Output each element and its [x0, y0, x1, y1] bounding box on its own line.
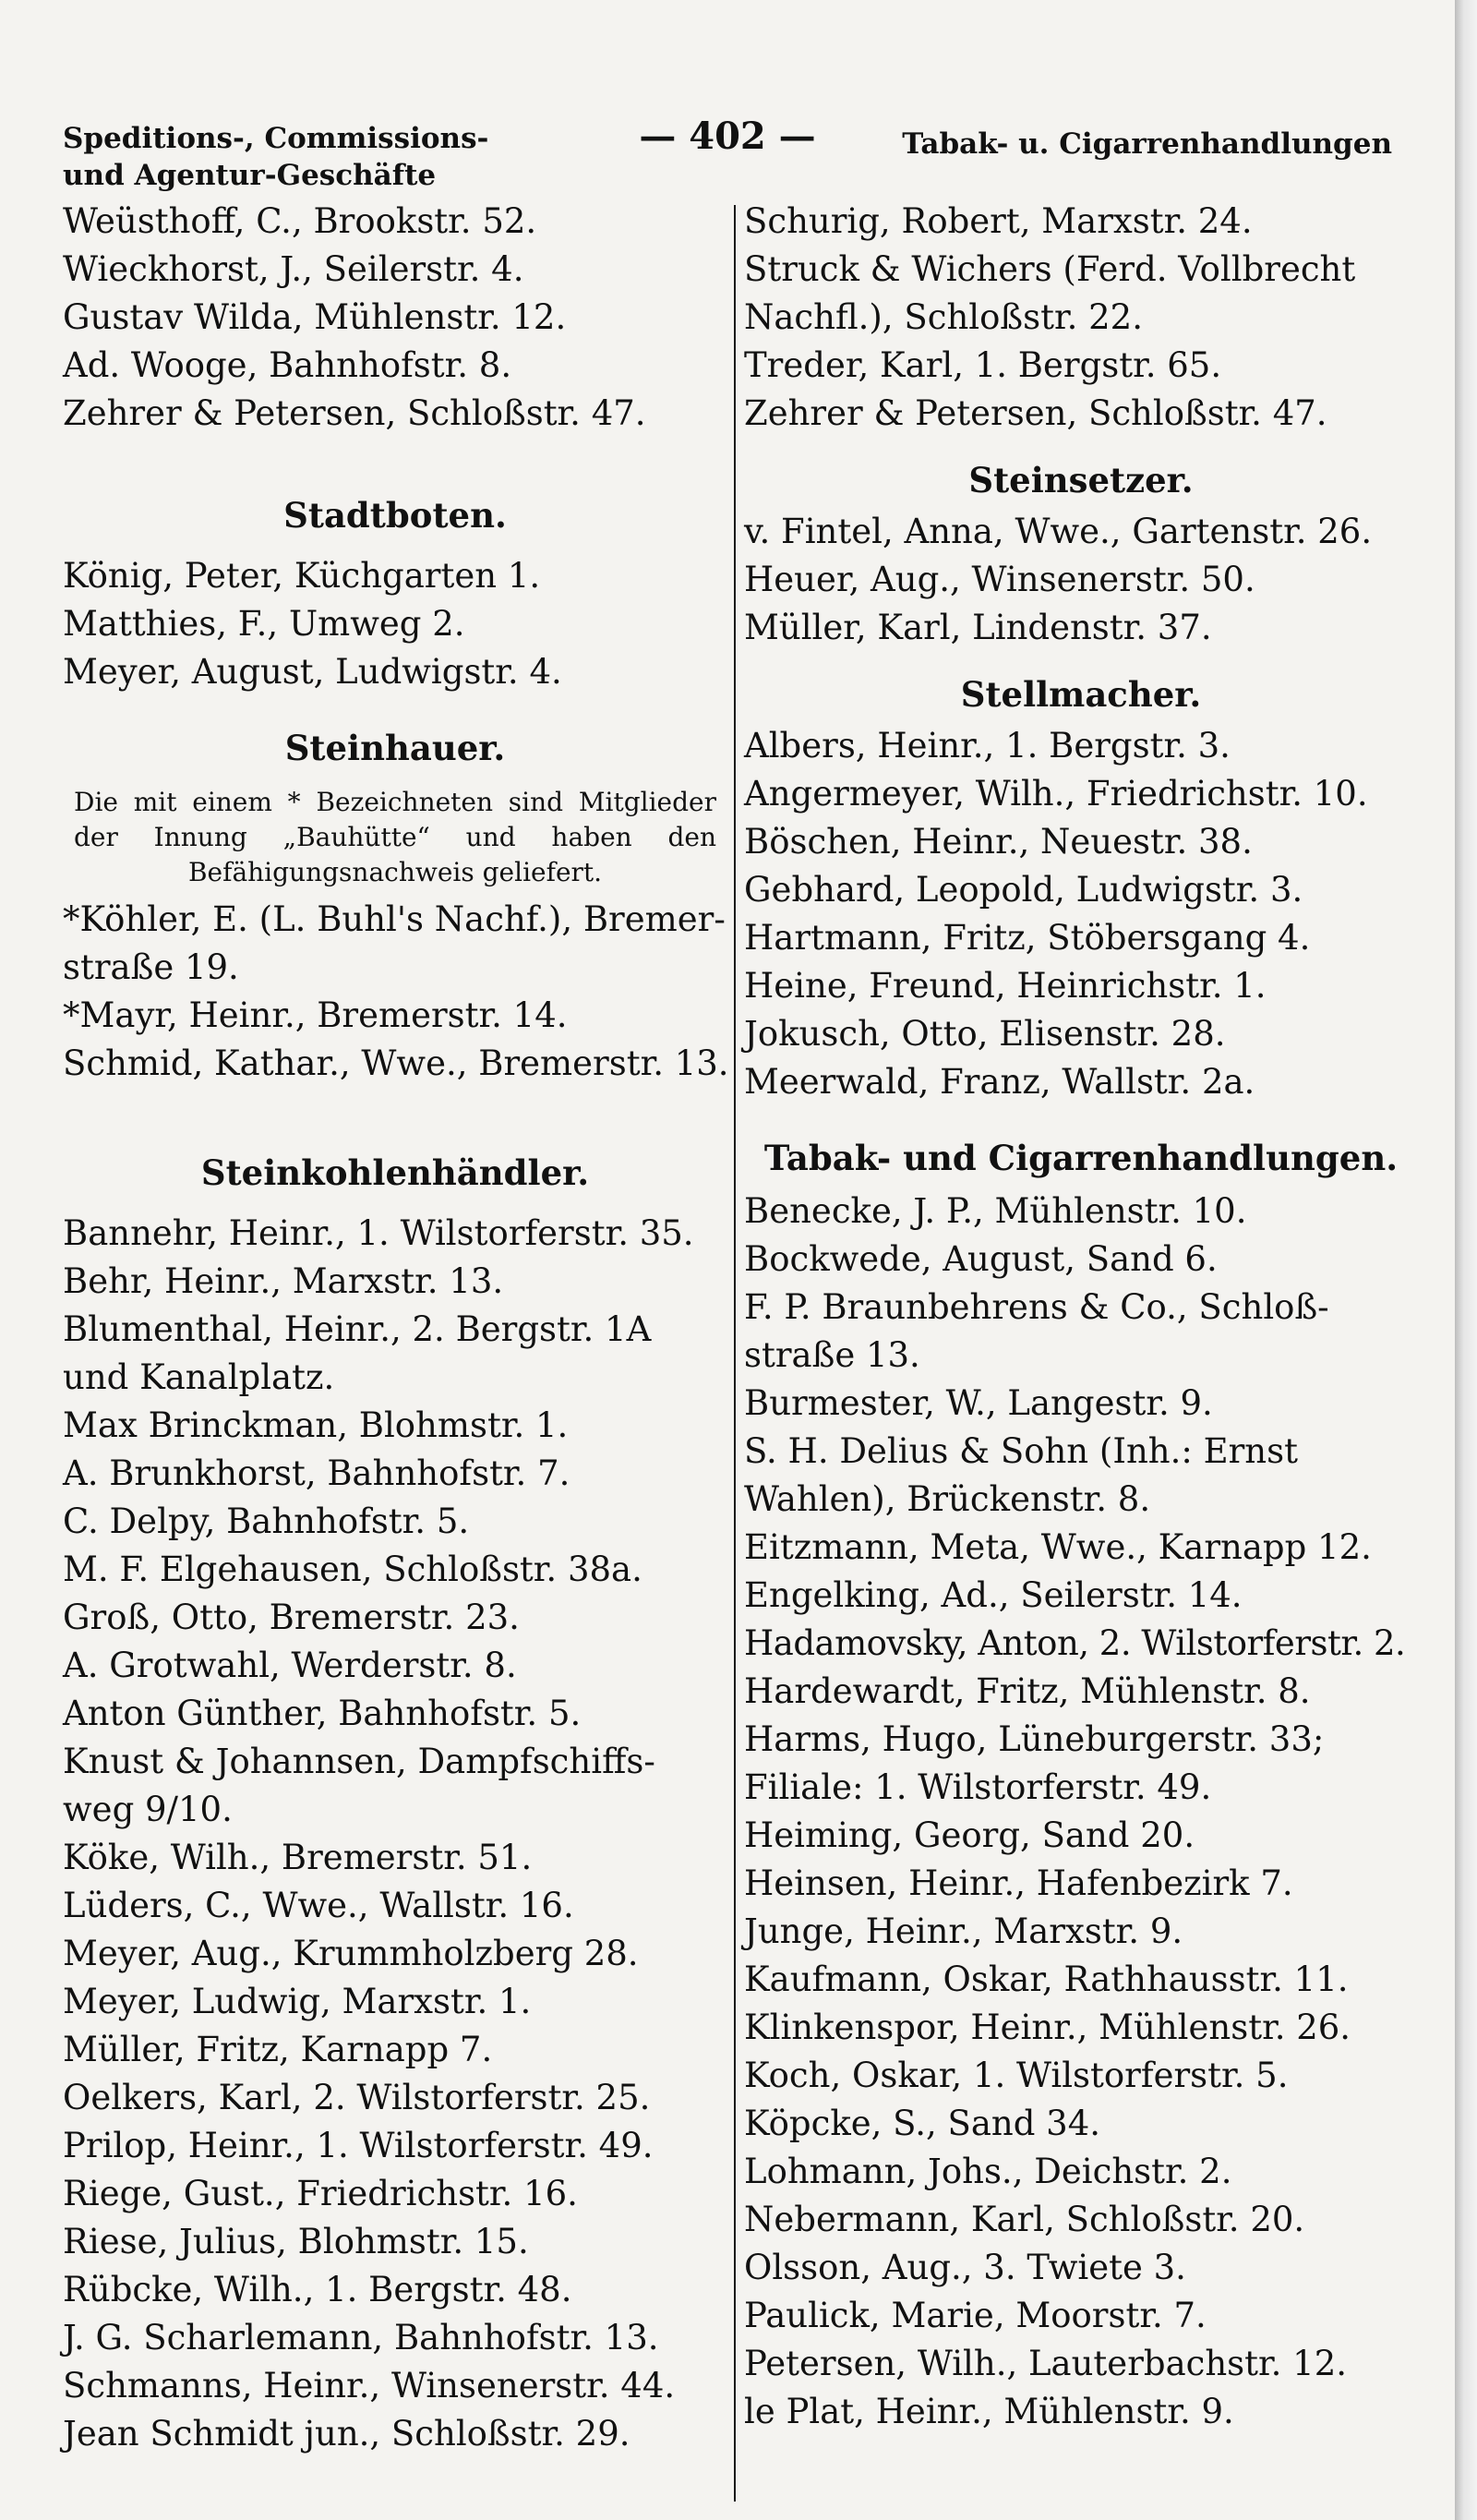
list-item: J. G. Scharlemann, Bahnhofstr. 13. [63, 2318, 659, 2357]
column-divider [734, 205, 736, 2502]
list-item: Angermeyer, Wilh., Friedrichstr. 10. [744, 774, 1368, 814]
list-item: Hadamovsky, Anton, 2. Wilstorferstr. 2. [744, 1623, 1406, 1663]
list-item: Riege, Gust., Friedrichstr. 16. [63, 2174, 578, 2213]
entry-continuation: weg 9/10. [63, 1790, 233, 1829]
entry-continuation: straße 19. [63, 947, 239, 987]
list-item: Gustav Wilda, Mühlenstr. 12. [63, 297, 567, 337]
list-item: Koch, Oskar, 1. Wilstorferstr. 5. [744, 2056, 1289, 2095]
list-item: Meerwald, Franz, Wallstr. 2a. [744, 1062, 1255, 1102]
list-item: König, Peter, Küchgarten 1. [63, 556, 541, 596]
list-item: Böschen, Heinr., Neuestr. 38. [744, 822, 1253, 862]
list-item: Burmester, W., Langestr. 9. [744, 1383, 1213, 1423]
list-item: Benecke, J. P., Mühlenstr. 10. [744, 1191, 1247, 1231]
list-item: Albers, Heinr., 1. Bergstr. 3. [744, 726, 1231, 766]
entry-continuation: straße 13. [744, 1335, 920, 1375]
list-item: Jokusch, Otto, Elisenstr. 28. [744, 1014, 1226, 1054]
entry-line: Harms, Hugo, Lüneburgerstr. 33; [744, 1719, 1325, 1759]
list-item: Matthies, F., Umweg 2. [63, 604, 465, 644]
list-item: Klinkenspor, Heinr., Mühlenstr. 26. [744, 2008, 1351, 2047]
list-item [744, 1716, 1418, 1812]
section-title-steinsetzer: Steinsetzer. [968, 460, 1194, 500]
list-item: le Plat, Heinr., Mühlenstr. 9. [744, 2392, 1234, 2431]
list-item [63, 1738, 727, 1834]
list-item: Treder, Karl, 1. Bergstr. 65. [744, 345, 1222, 385]
entry-continuation: und Kanalplatz. [63, 1357, 335, 1397]
list-item: Behr, Heinr., Marxstr. 13. [63, 1261, 504, 1301]
list-item: Groß, Otto, Bremerstr. 23. [63, 1598, 520, 1637]
list-item: *Mayr, Heinr., Bremerstr. 14. [63, 995, 568, 1035]
entry-line: *Köhler, E. (L. Buhl's Nachf.), Bremer- [63, 899, 726, 939]
list-item: Heine, Freund, Heinrichstr. 1. [744, 966, 1267, 1006]
list-item [63, 1306, 727, 1402]
entry-line: F. P. Braunbehrens & Co., Schloß- [744, 1287, 1329, 1327]
list-item: Hartmann, Fritz, Stöbersgang 4. [744, 918, 1311, 958]
list-item [744, 246, 1418, 342]
list-item: Olsson, Aug., 3. Twiete 3. [744, 2248, 1186, 2287]
list-item: Weüsthoff, C., Brookstr. 52. [63, 201, 537, 241]
list-item: Zehrer & Petersen, Schloßstr. 47. [744, 393, 1327, 433]
list-item: Petersen, Wilh., Lauterbachstr. 12. [744, 2344, 1348, 2383]
entry-line: Blumenthal, Heinr., 2. Bergstr. 1A [63, 1309, 652, 1349]
list-item: Engelking, Ad., Seilerstr. 14. [744, 1575, 1243, 1615]
entry-line: S. H. Delius & Sohn (Inh.: Ernst [744, 1431, 1298, 1471]
section-title-steinkohlenhaendler: Steinkohlenhändler. [200, 1152, 590, 1193]
list-item: Eitzmann, Meta, Wwe., Karnapp 12. [744, 1527, 1372, 1567]
list-item: Zehrer & Petersen, Schloßstr. 47. [63, 393, 646, 433]
list-item: Heuer, Aug., Winsenerstr. 50. [744, 560, 1255, 599]
entry-line: Struck & Wichers (Ferd. Vollbrecht [744, 249, 1356, 289]
list-item: Köpcke, S., Sand 34. [744, 2104, 1101, 2143]
section-note: Die mit einem * Bezeichneten sind Mitglieder der Innung „Bauhütte“ und haben den Befähigungsnachweis geliefert. [74, 787, 716, 887]
right-column [744, 198, 1418, 2436]
page-edge [1455, 0, 1477, 2520]
list-item: Prilop, Heinr., 1. Wilstorferstr. 49. [63, 2126, 654, 2165]
list-item: Oelkers, Karl, 2. Wilstorferstr. 25. [63, 2078, 651, 2117]
page-header [63, 115, 1392, 198]
list-item: A. Grotwahl, Werderstr. 8. [63, 1646, 517, 1685]
list-item [744, 1284, 1418, 1380]
page-number: — 402 — [639, 115, 816, 158]
list-item [63, 896, 727, 992]
header-right: Tabak- u. Cigarrenhandlungen [902, 127, 1392, 161]
list-item: Heiming, Georg, Sand 20. [744, 1815, 1195, 1855]
list-item: v. Fintel, Anna, Wwe., Gartenstr. 26. [744, 512, 1373, 551]
header-left-line2: und Agentur-Geschäfte [63, 159, 437, 192]
list-item: Hardewardt, Fritz, Mühlenstr. 8. [744, 1671, 1311, 1711]
list-item: Köke, Wilh., Bremerstr. 51. [63, 1838, 533, 1877]
list-item: Gebhard, Leopold, Ludwigstr. 3. [744, 870, 1303, 910]
list-item: Lüders, C., Wwe., Wallstr. 16. [63, 1886, 574, 1925]
list-item: Paulick, Marie, Moorstr. 7. [744, 2296, 1207, 2335]
list-item: Schmanns, Heinr., Winsenerstr. 44. [63, 2366, 676, 2405]
list-item: Meyer, Ludwig, Marxstr. 1. [63, 1982, 532, 2021]
list-item: Bannehr, Heinr., 1. Wilstorferstr. 35. [63, 1213, 694, 1253]
list-item: Kaufmann, Oskar, Rathhausstr. 11. [744, 1959, 1349, 1999]
list-item: Wieckhorst, J., Seilerstr. 4. [63, 249, 524, 289]
list-item: Meyer, Aug., Krummholzberg 28. [63, 1934, 639, 1973]
list-item [744, 1428, 1418, 1524]
entry-continuation: Wahlen), Brückenstr. 8. [744, 1479, 1151, 1519]
list-item: Lohmann, Johs., Deichstr. 2. [744, 2152, 1232, 2191]
left-column [63, 198, 727, 2458]
section-title-stellmacher: Stellmacher. [960, 674, 1202, 715]
entry-line: Knust & Johannsen, Dampfschiffs- [63, 1742, 655, 1781]
list-item: Nebermann, Karl, Schloßstr. 20. [744, 2200, 1305, 2239]
entry-continuation: Nachfl.), Schloßstr. 22. [744, 297, 1143, 337]
list-item: Schurig, Robert, Marxstr. 24. [744, 201, 1253, 241]
list-item: Heinsen, Heinr., Hafenbezirk 7. [744, 1863, 1293, 1903]
list-item: A. Brunkhorst, Bahnhofstr. 7. [63, 1453, 570, 1493]
list-item: Meyer, August, Ludwigstr. 4. [63, 652, 562, 692]
list-item: Junge, Heinr., Marxstr. 9. [744, 1911, 1183, 1951]
list-item: Müller, Karl, Lindenstr. 37. [744, 608, 1212, 647]
entry-continuation: Filiale: 1. Wilstorferstr. 49. [744, 1767, 1212, 1807]
section-title-stadtboten: Stadtboten. [283, 495, 507, 536]
list-item: Ad. Wooge, Bahnhofstr. 8. [63, 345, 512, 385]
list-item: Riese, Julius, Blohmstr. 15. [63, 2222, 529, 2261]
list-item: Jean Schmidt jun., Schloßstr. 29. [63, 2414, 630, 2454]
section-title-tabak: Tabak- und Cigarrenhandlungen. [763, 1138, 1399, 1178]
section-title-steinhauer: Steinhauer. [284, 728, 506, 768]
header-left-line1: Speditions-, Commissions- [63, 122, 489, 155]
list-item: C. Delpy, Bahnhofstr. 5. [63, 1501, 470, 1541]
list-item: Rübcke, Wilh., 1. Bergstr. 48. [63, 2270, 572, 2309]
list-item: Anton Günther, Bahnhofstr. 5. [63, 1694, 582, 1733]
list-item: M. F. Elgehausen, Schloßstr. 38a. [63, 1549, 642, 1589]
list-item: Schmid, Kathar., Wwe., Bremerstr. 13. [63, 1043, 729, 1083]
list-item: Müller, Fritz, Karnapp 7. [63, 2030, 493, 2069]
list-item: Bockwede, August, Sand 6. [744, 1239, 1218, 1279]
list-item: Max Brinckman, Blohmstr. 1. [63, 1405, 569, 1445]
